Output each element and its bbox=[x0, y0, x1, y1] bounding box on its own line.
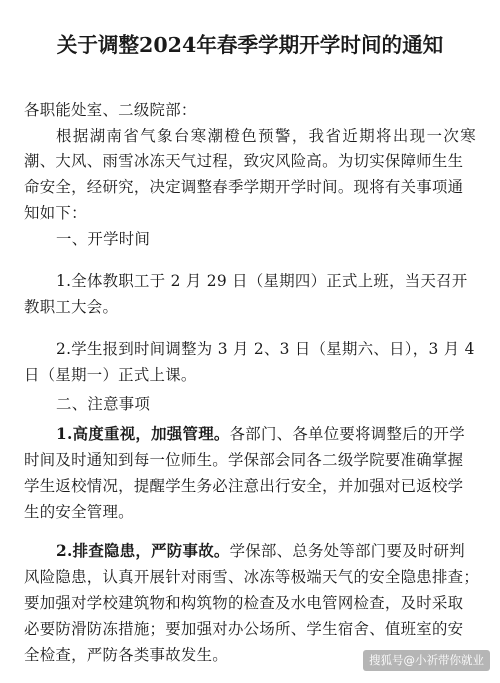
salutation: 各职能处室、二级院部： bbox=[24, 101, 197, 119]
point1-line-1 bbox=[56, 424, 465, 444]
point1-line-4: 生的安全管理。 bbox=[24, 503, 134, 521]
intro-line-1: 根 据 湖 南 省 气 象 台 寒 潮 橙 色 预 警 ， 我 省 近 期 将 出 现 一 次 寒 bbox=[56, 127, 476, 145]
intro-line-2: 潮、大风、雨雪冰冻天气过程，致灾风险高。为切实保障师生生 bbox=[24, 152, 464, 170]
point1-heading: 1.高度重视，加强管理。 bbox=[56, 425, 230, 443]
point2-heading: 2.排查隐患，严防事故。 bbox=[56, 542, 230, 560]
point2-line-3: 要加强对学校建筑物和构筑物的检查及水电管网检查，及时采取 bbox=[24, 594, 464, 612]
item1-line-1: 1.全体教职工于 2 月 29 日（星期四）正式上班，当天召开 bbox=[56, 272, 468, 290]
intro-line-4: 知如下： bbox=[24, 204, 87, 222]
point2-first-text: 学保部、总务处等部门要及时研判 bbox=[229, 542, 465, 560]
point2-line-1 bbox=[56, 541, 465, 561]
point1-first-text: 各部门、各单位要将调整后的开学 bbox=[229, 425, 465, 443]
point1-line-2: 时间及时通知到每一位师生。学保部会同各二级学院要准确掌握 bbox=[24, 451, 464, 469]
point2-line-5: 全检查，严防各类事故发生。 bbox=[24, 646, 228, 664]
point2-line-2: 风险隐患，认真开展针对雨雪、冰冻等极端天气的安全隐患排查； bbox=[24, 568, 480, 586]
section2-heading: 二、注意事项 bbox=[56, 395, 151, 413]
section1-heading: 一、开学时间 bbox=[56, 230, 151, 248]
item2-line-1: 2.学生报到时间调整为 3 月 2、3 日（星期六、日），3 月 4 bbox=[56, 340, 475, 358]
notice-title: 关于调整2024年春季学期开学时间的通知 bbox=[56, 33, 444, 57]
intro-line-3: 命安全，经研究，决定调整春季学期开学时间。现将有关事项通 bbox=[24, 178, 464, 196]
source-watermark: 搜狐号@小祈带你就业 bbox=[363, 650, 490, 671]
point1-line-3: 学生返校情况，提醒学生务必注意出行安全，并加强对已返校学 bbox=[24, 477, 464, 495]
item2-line-2: 日（星期一）正式上课。 bbox=[24, 366, 197, 384]
item1-line-2: 教职工大会。 bbox=[24, 298, 119, 316]
point2-line-4: 必要防滑防冻措施；要加强对办公场所、学生宿舍、值班室的安 bbox=[24, 620, 464, 638]
